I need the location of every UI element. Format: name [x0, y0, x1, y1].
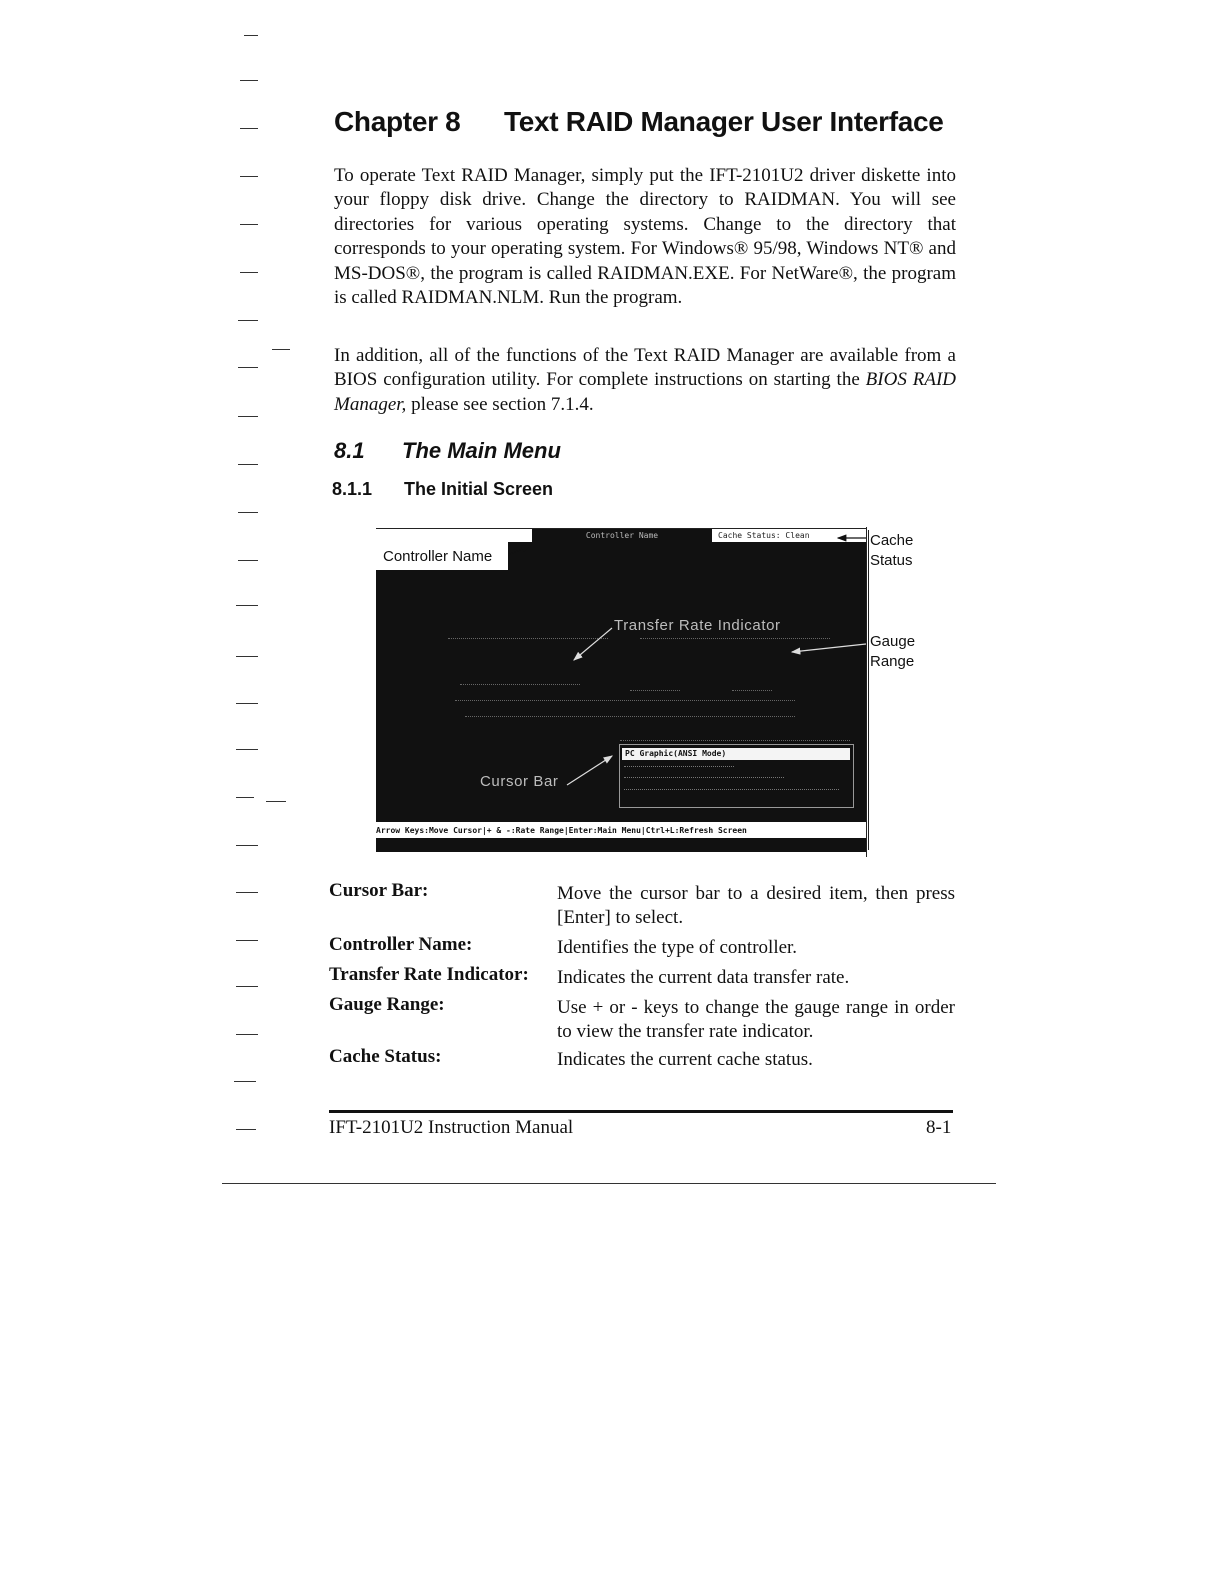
- definition-term: Cursor Bar:: [329, 880, 429, 901]
- chapter-title: Text RAID Manager User Interface: [504, 106, 944, 137]
- arrow-cursor-bar: [567, 756, 612, 785]
- definition-description: Use + or - keys to change the gauge range in order to view the transfer rate indicator.: [557, 997, 955, 1042]
- chapter-number: Chapter 8: [334, 106, 461, 137]
- intro-p2-text-a: In addition, all of the functions of the Text RAID Manager are available from a BIOS configuration utility. For complete instructions on starting the: [334, 345, 956, 391]
- definition-description: Identifies the type of controller.: [557, 937, 798, 958]
- screen-cache-status: Cache Status: Clean: [718, 531, 810, 540]
- callout-gauge-range-line-2: Range: [870, 653, 915, 670]
- intro-p2-text-b: please see section 7.1.4.: [406, 393, 594, 415]
- arrow-controller-name: [510, 546, 530, 554]
- definition-term: Transfer Rate Indicator:: [329, 964, 529, 985]
- footer-page-number: 8-1: [926, 1117, 952, 1138]
- callout-gauge-range-line-1: Gauge: [870, 633, 916, 650]
- section-title: The Main Menu: [402, 438, 561, 463]
- intro-p2-italic: BIOS RAID Manager,: [334, 369, 956, 415]
- callout-transfer-rate: Transfer Rate Indicator: [614, 617, 781, 634]
- menu-selected-item: PC Graphic(ANSI Mode): [622, 748, 850, 760]
- footer-rule: [329, 1110, 953, 1113]
- arrow-transfer-rate: [574, 628, 612, 660]
- subsection-title: The Initial Screen: [404, 479, 554, 499]
- subsection-number: 8.1.1: [332, 479, 373, 499]
- intro-paragraph-1: To operate Text RAID Manager, simply put the IFT-2101U2 driver diskette into your floppy disk drive. Change the directory to RAIDMAN. You will see directories for various operating systems. Change to the directory that corresponds to your operating system. For Windows® 95/98, Windows NT® and MS-DOS®, the program is called RAIDMAN.EXE. For NetWare®, the program is called RAIDMAN.NLM. Run the program.: [334, 165, 956, 309]
- callout-cursor-bar: Cursor Bar: [480, 773, 559, 790]
- definition-term: Controller Name:: [329, 934, 473, 955]
- callout-controller-name: Controller Name: [383, 548, 493, 565]
- screen-help-line: Arrow Keys:Move Cursor|+ & -:Rate Range|Enter:Main Menu|Ctrl+L:Refresh Screen: [376, 824, 866, 837]
- callout-cache-status-line-1: Cache: [870, 532, 914, 549]
- page-bottom-rule: [222, 1183, 996, 1184]
- callout-cache-status-line-2: Status: [870, 552, 913, 569]
- definition-term: Gauge Range:: [329, 994, 445, 1015]
- section-number: 8.1: [334, 438, 365, 463]
- definition-description: Indicates the current data transfer rate.: [557, 967, 850, 988]
- footer-manual-title: IFT-2101U2 Instruction Manual: [329, 1117, 574, 1138]
- definition-description: Indicates the current cache status.: [557, 1049, 813, 1070]
- arrow-gauge-range: [792, 644, 866, 652]
- screen-title-bar: Controller Name: [532, 529, 712, 542]
- definition-term: Cache Status:: [329, 1046, 442, 1067]
- definition-description: Move the cursor bar to a desired item, then press [Enter] to select.: [557, 883, 955, 928]
